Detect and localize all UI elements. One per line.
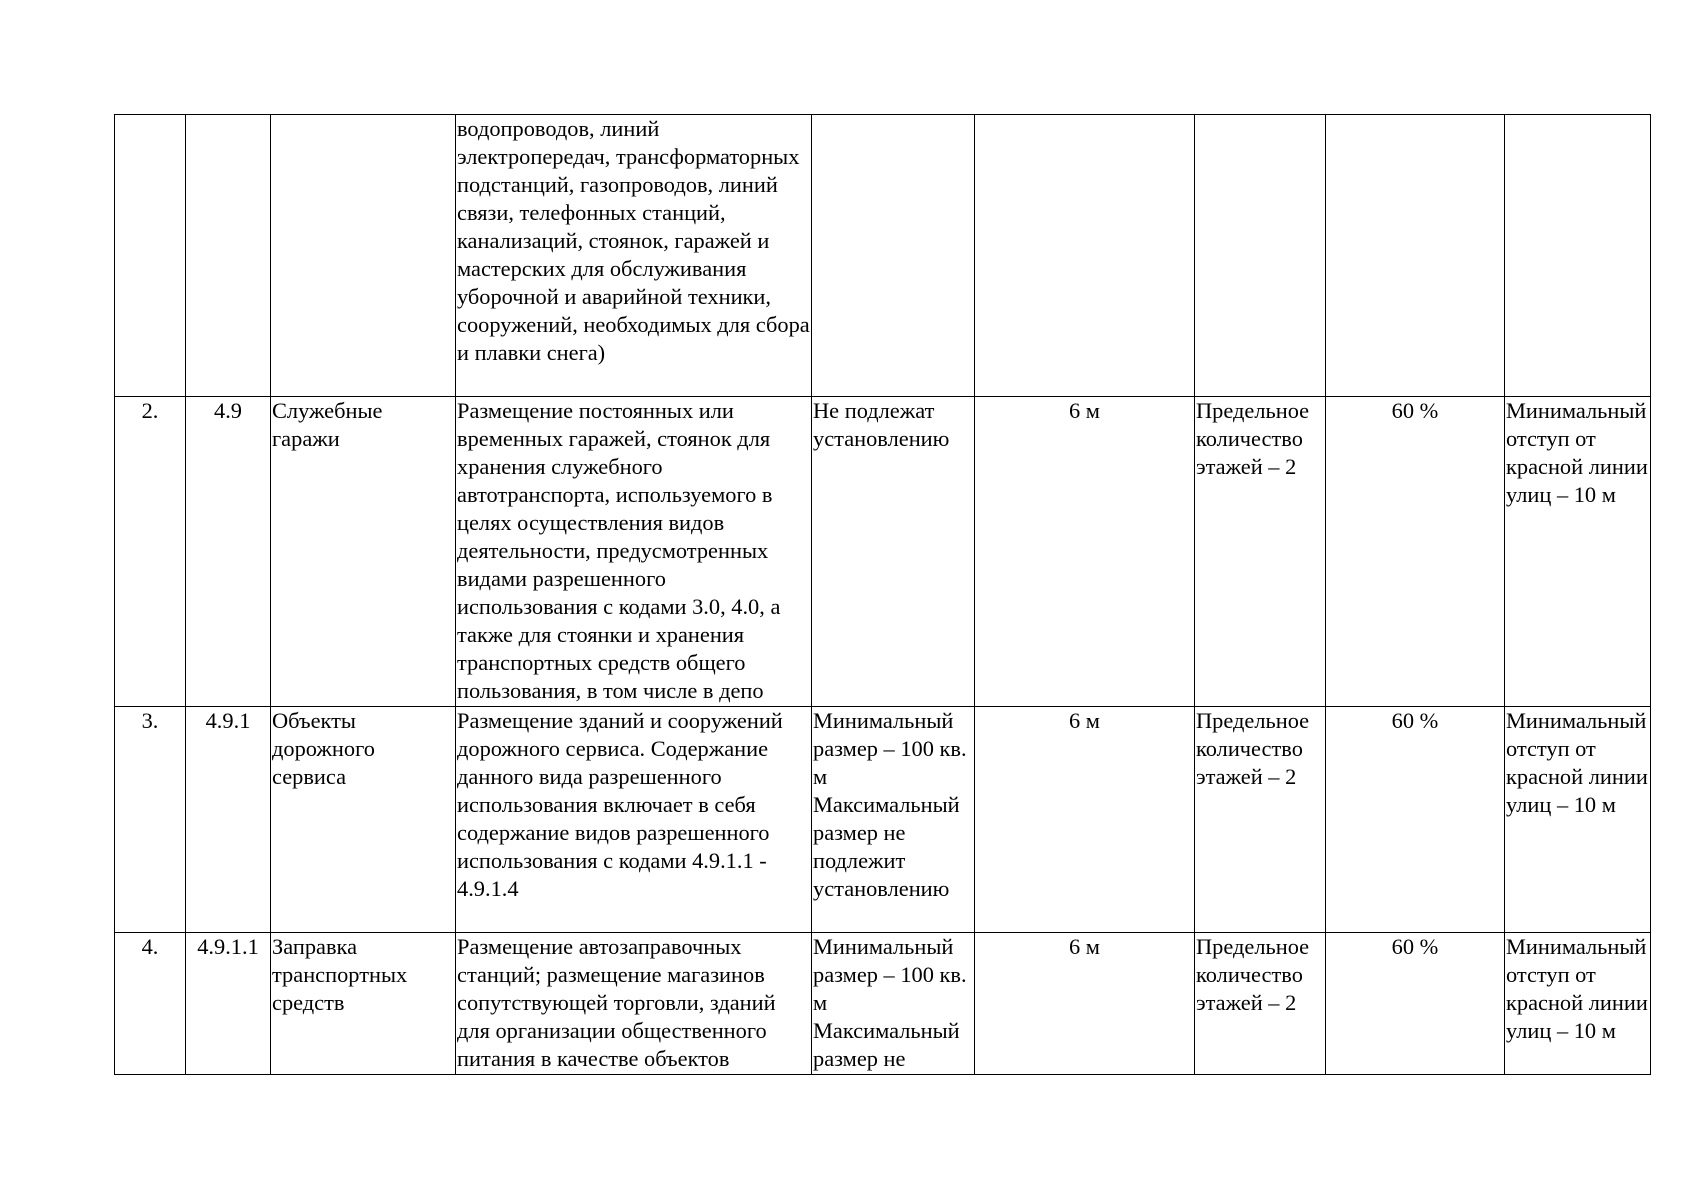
table-row	[115, 115, 1651, 397]
row-setback: Минимальный отступ от красной линии улиц – 10 м	[1506, 934, 1648, 1043]
description-cell	[456, 397, 812, 707]
name-cell	[271, 707, 456, 933]
row-name: Заправка транспортных средств	[272, 934, 408, 1015]
row-coverage: 60 %	[1391, 934, 1439, 959]
row-height: 6 м	[1069, 934, 1100, 959]
row-description: водопроводов, линий электропередач, трансформаторных подстанций, газопроводов, линий связи, телефонных станций, канализаций, стоянок, гаражей и мастерских для обслуживания уборочной и аварийной техники, сооружений, необходимых для сбора и плавки снега)	[457, 116, 810, 365]
setback-cell	[1505, 707, 1651, 933]
row-coverage: 60 %	[1391, 708, 1439, 733]
description-cell	[456, 707, 812, 933]
row-area: Минимальный размер – 100 кв. м Максимальный размер не	[813, 934, 967, 1071]
row-area: Не подлежат установлению	[813, 398, 950, 451]
floors-cell	[1195, 933, 1326, 1075]
row-code: 4.9.1.1	[197, 934, 259, 959]
area-cell	[812, 933, 975, 1075]
description-cell	[456, 115, 812, 397]
height-cell	[975, 115, 1195, 397]
setback-cell	[1505, 115, 1651, 397]
area-cell	[812, 115, 975, 397]
height-cell	[975, 933, 1195, 1075]
floors-cell	[1195, 397, 1326, 707]
row-setback: Минимальный отступ от красной линии улиц – 10 м	[1506, 708, 1648, 817]
row-name: Объекты дорожного сервиса	[272, 708, 375, 789]
row-description: Размещение зданий и сооружений дорожного сервиса. Содержание данного вида разрешенного использования включает в себя содержание видов разрешенного использования с кодами 4.9.1.1 - 4.9.1.4	[457, 708, 783, 901]
row-code: 4.9.1	[205, 708, 251, 733]
name-cell	[271, 933, 456, 1075]
row-floors: Предельное количество этажей – 2	[1196, 398, 1310, 479]
floors-cell	[1195, 707, 1326, 933]
coverage-cell	[1326, 707, 1505, 933]
code-cell	[186, 397, 271, 707]
row-number: 3.	[141, 708, 159, 733]
row-coverage: 60 %	[1391, 398, 1439, 423]
name-cell	[271, 397, 456, 707]
row-height: 6 м	[1069, 398, 1100, 423]
zoning-table	[114, 114, 1651, 1075]
coverage-cell	[1326, 397, 1505, 707]
setback-cell	[1505, 397, 1651, 707]
row-number-cell	[115, 115, 186, 397]
code-cell	[186, 707, 271, 933]
row-height: 6 м	[1069, 708, 1100, 733]
row-floors: Предельное количество этажей – 2	[1196, 934, 1310, 1015]
height-cell	[975, 397, 1195, 707]
row-number: 2.	[141, 398, 159, 423]
row-number-cell	[115, 707, 186, 933]
row-description: Размещение постоянных или временных гаражей, стоянок для хранения служебного автотранспорта, используемого в целях осуществления видов деятельности, предусмотренных видами разрешенного использования с кодами 3.0, 4.0, а также для стоянки и хранения транспортных средств общего пользования, в том числе в депо	[457, 398, 781, 703]
row-number-cell	[115, 933, 186, 1075]
description-cell	[456, 933, 812, 1075]
row-code: 4.9	[214, 398, 242, 423]
height-cell	[975, 707, 1195, 933]
row-floors: Предельное количество этажей – 2	[1196, 708, 1310, 789]
area-cell	[812, 707, 975, 933]
floors-cell	[1195, 115, 1326, 397]
table-row	[115, 933, 1651, 1075]
row-name: Служебные гаражи	[272, 398, 383, 451]
area-cell	[812, 397, 975, 707]
coverage-cell	[1326, 933, 1505, 1075]
row-area: Минимальный размер – 100 кв. м Максимальный размер не подлежит установлению	[813, 708, 967, 901]
row-number-cell	[115, 397, 186, 707]
row-description: Размещение автозаправочных станций; размещение магазинов сопутствующей торговли, зданий для организации общественного питания в качестве объектов	[457, 934, 776, 1071]
name-cell	[271, 115, 456, 397]
code-cell	[186, 115, 271, 397]
table-row	[115, 707, 1651, 933]
table-row	[115, 397, 1651, 707]
coverage-cell	[1326, 115, 1505, 397]
setback-cell	[1505, 933, 1651, 1075]
row-setback: Минимальный отступ от красной линии улиц – 10 м	[1506, 398, 1648, 507]
row-number: 4.	[141, 934, 159, 959]
code-cell	[186, 933, 271, 1075]
